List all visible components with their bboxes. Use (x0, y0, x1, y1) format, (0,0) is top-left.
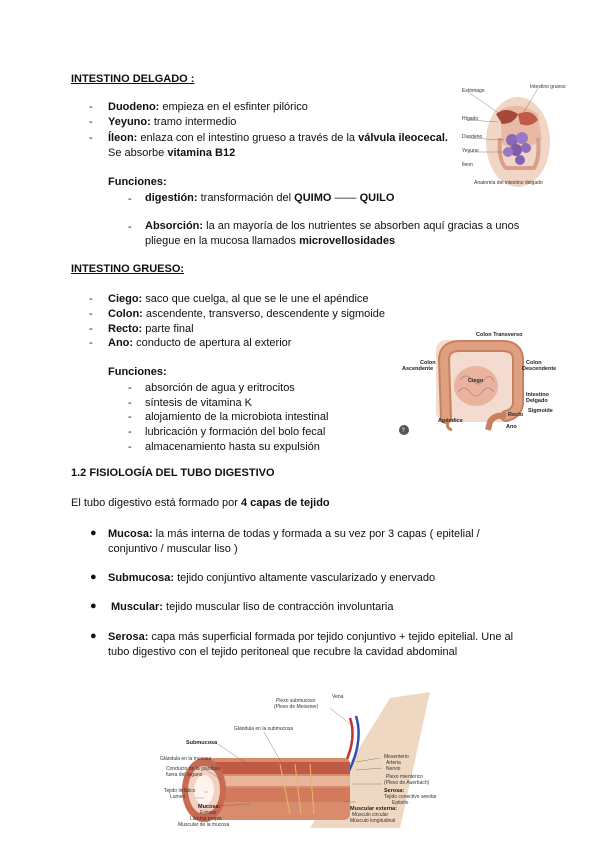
bullet-dot: ● (90, 630, 97, 642)
capa-mucosa-line2: conjuntivo / muscular liso ) (108, 543, 238, 555)
bullet-dash: - (89, 293, 93, 305)
list-item-ileon: Íleon: enlaza con el intestino grueso a través de la válvula ileocecal. (108, 132, 448, 144)
label-nervio: Nervio (386, 766, 401, 772)
label-estomago: Estómago (462, 88, 485, 94)
bullet-dash: - (128, 193, 132, 205)
list-item-recto: Recto: parte final (108, 323, 194, 335)
label-mesenterio: Mesenterio (384, 754, 409, 760)
bullet-dash: - (89, 337, 93, 349)
funcion-digestion: digestión: transformación del QUIMO —— QUILO (145, 192, 395, 204)
label-serosa: Serosa: (384, 788, 405, 794)
bullet-dash: - (128, 426, 132, 438)
bullet-dot: ● (90, 571, 97, 583)
bullet-dash: - (89, 132, 93, 144)
digestive-wall-figure (160, 688, 450, 830)
label-plexo-submucoso: Plexo submucoso (276, 698, 316, 704)
label-epitelio: Epitelio (200, 810, 217, 816)
list-item-ileon-line2: Se absorbe vitamina B12 (108, 147, 236, 159)
label-colon-ascendente-2: Ascendente (402, 366, 434, 372)
large-intestine-figure (398, 330, 557, 434)
list-item-colon: Colon: ascendente, transverso, descendente y sigmoide (108, 308, 385, 320)
bullet-dash: - (128, 382, 132, 394)
fisiologia-intro: El tubo digestivo está formado por 4 capas de tejido (71, 497, 330, 509)
capa-serosa: Serosa: capa más superficial formada por tejido conjuntivo + tejido epitelial. Une al (108, 631, 514, 643)
bullet-dash: - (128, 411, 132, 423)
label-musculo-longitudinal: Músculo longitudinal (350, 818, 396, 824)
funcion-grueso-item: lubricación y formación del bolo fecal (145, 426, 326, 438)
label-intestino: Intestino (526, 392, 549, 398)
label-ciego: Ciego (468, 378, 484, 384)
section-title-intestino-delgado: INTESTINO DELGADO : (71, 73, 195, 85)
funcion-grueso-item: alojamiento de la microbiota intestinal (145, 411, 329, 423)
section-title-intestino-grueso: INTESTINO GRUESO: (71, 263, 185, 275)
funcion-absorcion: Absorción: la an mayoría de los nutrientes se absorben aquí gracias a unos (145, 220, 520, 232)
label-tejido-conectivo: Tejido conectivo areolar (384, 794, 437, 800)
label-vena: Vena (332, 694, 344, 700)
small-intestine-figure (460, 80, 566, 188)
label-tejido-linfatico: Tejido linfático (164, 788, 196, 794)
label-recto: Recto (508, 412, 524, 418)
bullet-dash: - (128, 397, 132, 409)
label-higado: Hígado (462, 116, 479, 122)
bullet-dash: - (128, 441, 132, 453)
list-item-ano: Ano: conducto de apertura al exterior (108, 337, 292, 349)
bullet-dot: ● (90, 527, 97, 539)
funcion-absorcion-line2: pliegue en la mucosa llamados microvellosidades (145, 235, 396, 247)
label-colon-transverso: Colon Transverso (476, 332, 523, 338)
label-conducto-2: fuera del órgano (166, 772, 203, 778)
label-lamina-propia: Lámina propia (190, 816, 222, 822)
funcion-grueso-item: absorción de agua y eritrocitos (145, 382, 295, 394)
label-muscular-externa: Muscular externa: (350, 806, 398, 812)
label-yeyuno: Yeyuno (462, 148, 479, 154)
label-submucosa: Submucosa (186, 740, 218, 746)
label-apendice: Apéndice (438, 418, 463, 424)
bullet-dash: - (89, 116, 93, 128)
bullet-dash: - (89, 323, 93, 335)
label-ano: Ano (506, 424, 517, 430)
capa-mucosa: Mucosa: la más interna de todas y formada a su vez por 3 capas ( epitelial / (108, 528, 480, 540)
label-ileon: Íleon (462, 162, 473, 168)
capa-muscular: Muscular: tejido muscular liso de contracción involuntaria (111, 601, 394, 613)
label-sigmoide: Sigmoide (528, 408, 553, 414)
funciones-heading-grueso: Funciones: (108, 366, 167, 378)
svg-text:?: ? (401, 428, 405, 434)
section-title-fisiologia: 1.2 FISIOLOGÍA DEL TUBO DIGESTIVO (71, 467, 275, 479)
label-lumen: Lumen (170, 794, 186, 800)
funciones-heading: Funciones: (108, 176, 167, 188)
label-muscular-mucosa: Muscular de la mucosa (178, 822, 230, 828)
bullet-dash: - (128, 221, 132, 233)
figure-caption-small-intestine: Anatomía del intestino delgado (474, 180, 543, 186)
funcion-grueso-item: síntesis de vitamina K (145, 397, 252, 409)
capa-submucosa: Submucosa: tejido conjuntivo altamente vascularizado y enervado (108, 572, 436, 584)
label-mucosa: Mucosa: (198, 804, 221, 810)
bullet-dash: - (89, 308, 93, 320)
funcion-grueso-item: almacenamiento hasta su expulsión (145, 441, 320, 453)
label-colon-descendente-2: Descendente (522, 366, 557, 372)
list-item-yeyuno: Yeyuno: tramo intermedio (108, 116, 237, 128)
label-plexo-auerbach: (Plexo de Auerbach) (384, 780, 430, 786)
bullet-dot: ● (90, 600, 97, 612)
label-intestino-grueso: Intestino grueso (530, 84, 566, 90)
label-plexo-mienterico: Plexo mientérico (386, 774, 423, 780)
list-item-ciego: Ciego: saco que cuelga, al que se le une el apéndice (108, 293, 369, 305)
label-musculo-circular: Músculo circular (352, 812, 389, 818)
label-duodeno: Duodeno (462, 134, 483, 140)
label-glandula-submucosa: Glándula en la submucosa (234, 726, 294, 732)
label-conducto: Conducto de la glándula (166, 766, 220, 772)
label-colon-ascendente: Colon (420, 360, 436, 366)
list-item-duodeno: Duodeno: empieza en el esfinter pilórico (108, 101, 308, 113)
label-plexo-meissner: (Plexo de Meissner) (274, 704, 319, 710)
capa-serosa-line2: tubo digestivo con el tejido peritoneal que recubre la cavidad abdominal (108, 646, 458, 658)
label-arteria: Arteria (386, 760, 401, 766)
bullet-dash: - (89, 101, 93, 113)
label-delgado: Delgado (526, 398, 548, 404)
label-glandula-mucosa: Glándula en la mucosa (160, 756, 212, 762)
label-epitelio-serosa: Epitelio (392, 800, 409, 806)
label-colon-descendente: Colon (526, 360, 542, 366)
